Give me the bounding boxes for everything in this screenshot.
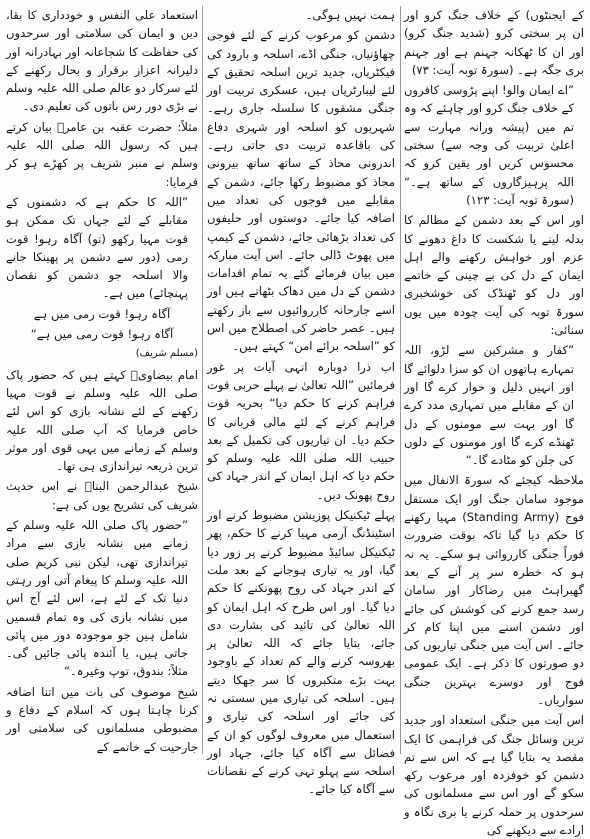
- text-column-left: [6, 6, 198, 754]
- paragraph: اس آیت میں جنگی استعداد اور جدید ترین وسائل جنگ کی فراہمی کا ایک مقصد یہ بتایا گیا ہے کہ اس سے تم دشمن کو خوفزدہ اور مرعوب رکھ سکو گے اور اس سے مسلمانوں کی سرحدوں پر حملہ کرنے یا بری نگاہ و ارادے سے دیکھنے کی: [404, 713, 584, 838]
- paragraph: استعماد علی النفس و خودداری کا بقا، دین و ایمان کی سلامتی اور سرحدوں کی حفاظت کا شجاعانہ اور بہادرانہ اور دلیرانہ اعزاز برقرار و بحال رکھنے کے لئے سرکار دو عالم صلی اللہ علیہ وسلم نے بڑی دور رس باتوں کی تعلیم دی۔: [6, 8, 198, 114]
- paragraph: ہمت نہیں ہوگی۔: [305, 8, 395, 22]
- text-column-right: [404, 6, 584, 838]
- paragraph: ملاحظہ کیجئے کہ سورۃ الانفال میں موجود سامان جنگ اور ایک مستقل فوج (Standing Army) مہیا رکھنے کا حکم دیا گیا تاکہ بوقت ضرورت فوراً جنگی کارروائی ہو سکے۔ یہ نہ ہو کہ خطرہ سر پر آنے کے بعد گھبراہٹ میں رضاکار اور سامان رسد جمع کرنے کی کوشش کی جائے اور دشمن اسنے میں اپنا کام کر جائے۔ اس آیت میں جنگی تیاریوں کی دو صورتوں کا ذکر ہے۔ ایک عمومی فوج اور دوسرے بہترین جنگی سواریاں۔: [404, 473, 584, 707]
- paragraph: کے ایجنٹوں) کے خلاف جنگ کرو اور ان پر سختی کرو (شدید جنگ کرو) اور ان کا ٹھکانہ جہنم ہے اور جہنم بری جگہ ہے۔ (سورۃ توبہ آیت: ۷۳): [404, 8, 584, 77]
- quote-paragraph: ”اے ایمان والو! اپنے پڑوسی کافروں کے خلاف جنگ کرو اور چاہئے کہ وہ تم میں (پیشہ ورانہ مہارت سے اعلیٰ تربیت کی وجہ سے) سختی محسوس کریں اور یقین کرو کہ اللہ پرہیزگاروں کے ساتھ ہے۔“ (سورۃ توبہ آیت: ۱۲۳): [404, 83, 574, 207]
- paragraph: اور اس کے بعد دشمن کے مظالم کا بدلہ لینے یا شکست کا داغ دھونے کا عزم اور خواہش رکھنے والے اہل ایمان کے دل کی بے چینی کے خاتمے اور دل کو ٹھنڈک کی خوشخبری سورۃ توبہ کی آیت چودہ میں یوں سنائی:: [404, 213, 584, 338]
- hadith-quote-line: آگاہ رہو! قوت رمی میں ہے“: [30, 327, 174, 342]
- paragraph: امام بیضاویؒ کہتے ہیں کہ حضور پاک صلی اللہ علیہ وسلم نے قوت مہیا رکھنے کے لئے نشانہ بازی کو اس لئے خاص فرمایا کہ آپ صلی اللہ علیہ وسلم کے زمانے میں یہی قوی اور موثر ترین ذریعہ تیراندازی ہی تھا۔: [6, 367, 198, 474]
- reference: (مسلم شریف): [135, 348, 198, 360]
- column-divider: [202, 6, 203, 754]
- paragraph: اب ذرا دوبارہ انہی آیات پر غور فرمائیں ”اللہ تعالیٰ نے پہلے حربی قوت فراہم کرنے کا حکم دیا“ بحریہ قوت فراہم کرنے کے لئے مالی قربانی کا حکم دیا۔ ان تیاریوں کی تکمیل کے بعد حبیب اللہ صلی اللہ علیہ وسلم کو حکم دیا کہ اہل ایمان کے اندر جہاد کی روح پھونک دیں۔: [207, 359, 395, 502]
- column-divider: [400, 6, 401, 754]
- text-column-middle: [207, 6, 395, 797]
- paragraph: دشمن کو مرعوب کرنے کے لئے فوجی چھاؤنیاں، جنگی اڈے، اسلحہ و بارود کی فیکٹریاں، جدید ترین اسلحہ تحقیق کے لئے لیبارٹریاں ہیں، عسکری تربیت اور جنگی مشقوں کا سلسلہ جاری رہے۔ شہریوں کو اسلحہ اور شہری دفاع کی باقاعدہ تربیت دی جاتی رہے۔ اندرونی محاذ کے ساتھ ساتھ بیرونی محاذ کو مضبوط رکھا جائے، دشمن کے مقابلے میں فوجوں کی تعداد میں اضافہ کیا جائے۔ دوستوں اور حلیفوں کی تعداد بڑھائی جائے، دشمن کے کیمپ میں پھوٹ ڈالی جائے۔ اس آیت مبارکہ میں بیان فرمائے گئے یہ تمام اقدامات دشمن کے دل میں دھاک بٹھاتے ہیں اور اسے جارحانہ کارروائیوں سے باز رکھتے ہیں۔ عصر حاضر کی اصطلاح میں اس کو ”اسلحہ برائے امن“ کہتے ہیں۔: [207, 28, 395, 354]
- quote-paragraph: ”حضور پاک صلی اللہ علیہ وسلم کے زمانے میں نشانہ بازی سے مراد تیراندازی تھی، لیکن نبی کریم صلی اللہ علیہ وسلم کا پیغام آتی اور رہتی دنیا تک کے لئے ہے، اس لئے آج اس میں نشانہ بازی کی وہ تمام قسمیں شامل ہیں جو موجودہ دور میں پائی جاتی ہیں، یا آئندہ پائی جائیں گی۔ مثلاً: بندوق، توپ وغیرہ۔“: [6, 518, 188, 679]
- quote-paragraph: ”کفار و مشرکین سے لڑو، اللہ تمہارے ہاتھوں ان کو سزا دلوائے گا اور انہیں ذلیل و خوار کرے گا اور ان کے مقابلے میں تمہاری مدد کرے گا اور بہت سے مومنوں کے دل ٹھنڈے کرے گا اور مومنوں کے دلوں کی جلن کو مٹادے گا۔“: [404, 343, 574, 468]
- paragraph: پہلے ٹیکنیکل پوزیشن مضبوط کرنے اور اسٹینڈنگ آرمی مہیا کرنے کا حکم، پھر ٹیکنیکل سائیڈ مضبوط کرنے پر زور دیا گیا، اور یہ تیاری ہوجانے کے بعد ملت کے اندر جہاد کی روح پھونکنے کا حکم دیا گیا۔ اور اس طرح کہ اہل ایمان کو اللہ تعالیٰ کی تائید کی بشارت دی جائے، بتایا جائے کہ اللہ تعالیٰ پر بھروسہ کرنے والے کم تعداد کے باوجود بہت بڑے متکبروں کا سر جھکا دیتے ہیں۔ اسلحہ کی تیاری میں سستی نہ کی جائے اور اسلحہ کی تیاری و استعمال میں معروف لوگوں کو ان کے فضائل سے آگاہ کیا جائے، جہاد اور اسلحہ سے پہلو تہی کرنے کے نقصانات سے آگاہ کیا جائے۔: [207, 508, 395, 797]
- hadith-quote-line: آگاہ رہو! قوت رمی میں ہے: [33, 306, 171, 321]
- paragraph: شیخ موصوف کی بات میں اتنا اضافہ کرنا چاہتا ہوں کہ اسلام کے دفاع و مضبوطی مسلمانوں کی سلامتی اور جارحیت کے خاتمے کے: [6, 684, 198, 754]
- paragraph: مثلاً: حضرت عقبہ بن عامرؓ بیان کرتے ہیں کہ رسول اللہ صلی اللہ علیہ وسلم نے منبر شریف پر کھڑے ہو کر فرمایا:: [6, 119, 198, 189]
- paragraph: شیخ عبدالرحمن البناؒ نے اس حدیث شریف کی تشریح یوں کی ہے:: [6, 479, 198, 512]
- hadith-quote: ”اللہ کا حکم ہے کہ دشمنوں کے مقابلے کے لئے جہاں تک ممکن ہو قوت مہیا رکھو (تو) آگاہ رہو! قوت رمی (دور سے دشمن پر پھینکا جانے والا اسلحہ جو دشمن کو نقصان پہنچائے) میں ہے۔: [6, 194, 188, 301]
